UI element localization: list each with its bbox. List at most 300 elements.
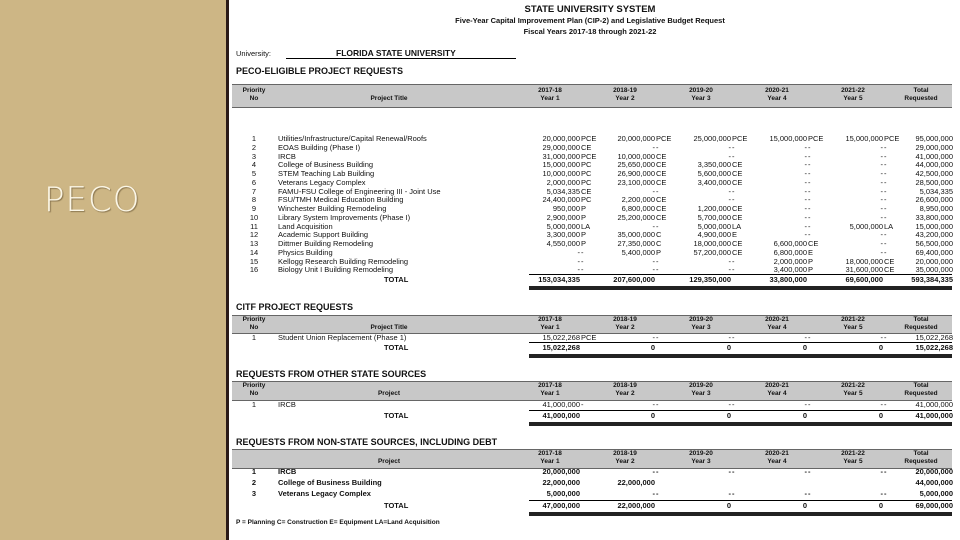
phase-code: CE [656, 195, 667, 205]
total-header: Total [913, 315, 929, 323]
year-total: 0 [650, 410, 655, 420]
year-total: 0 [726, 501, 731, 510]
year-amount: 20,000,000 [542, 467, 580, 476]
total-label: TOTAL [384, 343, 409, 352]
year-amount: - [880, 239, 883, 248]
year-amount: - [652, 186, 655, 196]
priority-number: 12 [249, 230, 259, 240]
year-amount: - [804, 169, 807, 178]
year-amount: 2,200,000 [621, 195, 655, 205]
phase-code: PCE [581, 151, 597, 161]
row-total: 26,600,000 [915, 195, 953, 205]
phase-code: - [656, 256, 659, 266]
phase-code: LA [732, 221, 742, 231]
total-underline-bar [529, 286, 952, 290]
phase-code: C [656, 230, 662, 240]
year-amount: 5,000,000 [849, 221, 883, 231]
fiscal-year-header: 2018-19 [613, 87, 637, 94]
year-amount: - [728, 186, 731, 196]
row-total: 33,800,000 [915, 212, 953, 222]
year-amount: 5,034,335 [546, 186, 580, 196]
phase-code: - [884, 169, 887, 178]
year-amount: - [804, 177, 807, 187]
year-amount: 1,200,000 [697, 204, 731, 213]
phase-code: - [656, 142, 659, 152]
phase-code: - [581, 247, 584, 257]
year-amount: 35,000,000 [617, 230, 655, 240]
fiscal-year-header: 2019-20 [689, 450, 713, 457]
priority-number: 13 [249, 239, 259, 248]
phase-code: CE [808, 239, 819, 248]
table-row [229, 467, 960, 477]
year-amount: 18,000,000 [693, 239, 731, 248]
fiscal-year-header: 2017-18 [538, 450, 562, 457]
phase-code: CE [732, 160, 743, 170]
project-title: College of Business Building [278, 478, 382, 487]
year-amount: - [577, 265, 580, 275]
fiscal-year-header: 2020-21 [765, 382, 789, 389]
fiscal-year-header: 2019-20 [689, 315, 713, 323]
year-amount: - [652, 221, 655, 231]
fiscal-year-header: 2018-19 [613, 315, 637, 323]
project-title: STEM Teaching Lab Building [278, 169, 375, 178]
phase-code: - [808, 400, 811, 409]
row-total: 41,000,000 [915, 151, 953, 161]
row-total: 69,400,000 [915, 247, 953, 257]
phase-code: - [884, 151, 887, 161]
year-number-header: Year 3 [691, 458, 711, 465]
year-amount: 2,900,000 [546, 212, 580, 222]
phase-code: - [884, 177, 887, 187]
year-amount: 2,000,000 [546, 177, 580, 187]
project-title: Academic Support Building [278, 230, 369, 240]
year-amount: 5,700,000 [697, 212, 731, 222]
year-amount: 3,350,000 [697, 160, 731, 170]
table-row [229, 489, 960, 499]
table-row [229, 400, 960, 410]
phase-code: P [581, 230, 587, 240]
phase-code: PCE [581, 134, 597, 143]
fiscal-year-header: 2019-20 [689, 87, 713, 94]
fiscal-year-header: 2020-21 [765, 450, 789, 457]
requested-header: Requested [904, 323, 938, 331]
phase-code: P [581, 204, 587, 213]
priority-number: 3 [251, 151, 257, 161]
year-amount: - [728, 256, 731, 266]
year-amount: - [652, 333, 655, 342]
project-title: IRCB [278, 400, 296, 409]
year-amount: - [652, 142, 655, 152]
section-heading: REQUESTS FROM OTHER STATE SOURCES [236, 369, 427, 379]
project-title: Veterans Legacy Complex [278, 489, 371, 498]
row-total: 20,000,000 [915, 256, 953, 266]
side-panel [0, 0, 226, 540]
phase-code: - [884, 160, 887, 170]
total-header: Total [913, 382, 929, 389]
year-amount: - [804, 489, 807, 498]
phase-code: - [656, 467, 659, 476]
year-total: 33,800,000 [769, 275, 807, 284]
year-amount: 25,200,000 [617, 212, 655, 222]
project-title: EOAS Building (Phase I) [278, 142, 361, 152]
phase-code: CE [581, 142, 592, 152]
year-amount: 57,200,000 [693, 247, 731, 257]
cip-document [229, 0, 960, 540]
year-amount: 5,600,000 [697, 169, 731, 178]
year-number-header: Year 2 [615, 458, 635, 465]
row-total: 8,950,000 [919, 204, 953, 213]
priority-number: 4 [251, 160, 257, 170]
priority-number: 14 [249, 247, 259, 257]
priority-number: 16 [249, 265, 259, 275]
year-amount: - [880, 230, 883, 240]
total-row [229, 275, 960, 285]
priority-number: 1 [251, 134, 257, 143]
row-total: 44,000,000 [915, 478, 953, 487]
project-title: FSU/TMH Medical Education Building [278, 195, 404, 205]
phase-code: CE [656, 204, 667, 213]
phase-code: - [656, 489, 659, 498]
phase-code: PCE [656, 134, 672, 143]
year-amount: - [728, 195, 731, 205]
total-row [229, 411, 960, 421]
phase-code: CE [732, 239, 743, 248]
year-total: 0 [726, 410, 731, 420]
phase-code: PCE [581, 333, 597, 342]
phase-code: - [884, 239, 887, 248]
year-number-header: Year 5 [843, 458, 863, 465]
priority-number: 2 [251, 142, 257, 152]
year-number-header: Year 4 [767, 390, 787, 397]
year-number-header: Year 5 [843, 95, 863, 102]
year-total: 0 [878, 410, 883, 420]
year-number-header: Year 3 [691, 390, 711, 397]
slide-title: PECO [44, 180, 141, 220]
priority-number: 10 [249, 212, 259, 222]
phase-code: PCE [808, 134, 824, 143]
phase-code: PC [581, 177, 592, 187]
project-title-header: Project [377, 390, 401, 397]
project-title: Biology Unit I Building Remodeling [278, 265, 394, 275]
phase-code: LA [884, 221, 894, 231]
phase-code: PC [581, 160, 592, 170]
year-total: 0 [650, 343, 655, 352]
phase-code: - [884, 230, 887, 240]
phase-code: - [808, 333, 811, 342]
row-total: 15,000,000 [915, 221, 953, 231]
phase-code: - [656, 221, 659, 231]
year-number-header: Year 3 [691, 323, 711, 331]
phase-code: - [808, 489, 811, 498]
phase-code: - [656, 333, 659, 342]
phase-code: - [732, 400, 735, 409]
total-underline-bar [529, 512, 952, 516]
table-row [229, 478, 960, 488]
year-amount: - [728, 400, 731, 409]
year-amount: 26,900,000 [617, 169, 655, 178]
year-total: 207,600,000 [613, 275, 655, 284]
year-amount: - [577, 256, 580, 266]
phase-code: - [732, 195, 735, 205]
year-total: 0 [726, 343, 731, 352]
priority-number: 1 [251, 400, 257, 409]
year-amount: 3,400,000 [697, 177, 731, 187]
phase-code: - [732, 151, 735, 161]
year-number-header: Year 2 [615, 95, 635, 102]
phase-code: CE [581, 186, 592, 196]
priority-number: 8 [251, 195, 257, 205]
year-number-header: Year 2 [615, 323, 635, 331]
fiscal-year-header: 2021-22 [841, 315, 865, 323]
phase-code: - [732, 265, 735, 275]
priority-number: 3 [251, 489, 257, 498]
phase-code: CE [656, 177, 667, 187]
year-amount: - [880, 195, 883, 205]
year-number-header: Year 4 [767, 323, 787, 331]
year-amount: 22,000,000 [617, 478, 655, 487]
year-amount: - [804, 333, 807, 342]
year-amount: 3,400,000 [773, 265, 807, 275]
priority-number: 2 [251, 478, 257, 487]
document-subtitle: Five-Year Capital Improvement Plan (CIP-2) and Legislative Budget Request [455, 16, 725, 25]
year-amount: - [804, 204, 807, 213]
phase-code: - [884, 195, 887, 205]
year-amount: - [880, 212, 883, 222]
year-total: 0 [802, 410, 807, 420]
year-amount: - [728, 489, 731, 498]
priority-header: Priority [242, 87, 266, 94]
year-amount: - [804, 186, 807, 196]
year-amount: 4,550,000 [546, 239, 580, 248]
year-amount: 10,000,000 [617, 151, 655, 161]
year-amount: 23,100,000 [617, 177, 655, 187]
phase-code: CE [656, 160, 667, 170]
phase-code: - [808, 186, 811, 196]
project-title: Dittmer Building Remodeling [278, 239, 374, 248]
total-label: TOTAL [384, 275, 409, 284]
row-total: 44,000,000 [915, 160, 953, 170]
year-total: 129,350,000 [689, 275, 731, 284]
year-number-header: Year 1 [540, 458, 560, 465]
year-total: 69,600,000 [845, 275, 883, 284]
priority-number: 15 [249, 256, 259, 266]
phase-code: - [884, 142, 887, 152]
year-amount: 27,350,000 [617, 239, 655, 248]
phase-code: CE [884, 265, 895, 275]
phase-code: CE [732, 247, 743, 257]
fiscal-year-header: 2021-22 [841, 87, 865, 94]
year-amount: - [880, 151, 883, 161]
phase-code: P [581, 239, 587, 248]
year-number-header: Year 1 [540, 323, 560, 331]
phase-code: P [656, 247, 662, 257]
university-value: FLORIDA STATE UNIVERSITY [286, 48, 516, 59]
phase-code: - [884, 400, 887, 409]
priority-header: Priority [242, 315, 266, 323]
fiscal-year-header: 2020-21 [765, 87, 789, 94]
phase-code: E [732, 230, 738, 240]
grand-total: 593,384,335 [911, 275, 953, 284]
row-total: 42,500,000 [915, 169, 953, 178]
project-title-header: Project [377, 458, 401, 465]
project-title-header: Project Title [370, 323, 408, 331]
project-title: College of Business Building [278, 160, 374, 170]
priority-number: 6 [251, 177, 257, 187]
year-amount: - [652, 256, 655, 266]
phase-code: PCE [884, 134, 900, 143]
phase-code: E [808, 247, 814, 257]
year-amount: 31,600,000 [845, 265, 883, 275]
phase-code: CE [656, 212, 667, 222]
year-amount: - [880, 400, 883, 409]
year-total: 41,000,000 [542, 410, 580, 420]
section-heading: REQUESTS FROM NON-STATE SOURCES, INCLUDING DEBT [236, 437, 498, 447]
requested-header: Requested [904, 95, 938, 102]
year-amount: - [728, 333, 731, 342]
priority-number: 7 [251, 186, 257, 196]
year-amount: - [880, 186, 883, 196]
grand-total: 41,000,000 [915, 410, 953, 420]
phase-code: PC [581, 169, 592, 178]
year-amount: 20,000,000 [542, 134, 580, 143]
phase-code: P [581, 212, 587, 222]
total-header: Total [913, 450, 929, 457]
year-number-header: Year 4 [767, 95, 787, 102]
row-total: 5,034,335 [919, 186, 953, 196]
year-amount: 18,000,000 [845, 256, 883, 266]
grand-total: 15,022,268 [915, 343, 953, 352]
phase-code: - [581, 265, 584, 275]
row-total: 95,000,000 [915, 134, 953, 143]
phase-code: - [808, 169, 811, 178]
phase-code: - [656, 265, 659, 275]
year-total: 0 [802, 343, 807, 352]
year-amount: - [652, 489, 655, 498]
year-amount: 4,900,000 [697, 230, 731, 240]
year-amount: 6,800,000 [621, 204, 655, 213]
year-amount: 5,000,000 [697, 221, 731, 231]
project-title: Utilities/Infrastructure/Capital Renewal/Roofs [278, 134, 427, 143]
total-header: Total [913, 87, 929, 94]
phase-code: - [808, 142, 811, 152]
phase-code: - [656, 186, 659, 196]
year-amount: - [880, 142, 883, 152]
fiscal-year-header: 2017-18 [538, 382, 562, 389]
year-amount: - [880, 247, 883, 257]
phase-code: CE [656, 169, 667, 178]
fiscal-year-header: 2017-18 [538, 87, 562, 94]
year-number-header: Year 1 [540, 95, 560, 102]
year-amount: - [880, 489, 883, 498]
phase-code: PC [581, 195, 592, 205]
row-total: 29,000,000 [915, 142, 953, 152]
year-amount: - [652, 265, 655, 275]
row-total: 5,000,000 [919, 489, 953, 498]
no-header: No [249, 323, 259, 331]
section-heading: PECO-ELIGIBLE PROJECT REQUESTS [236, 66, 404, 76]
total-row [229, 501, 960, 511]
requested-header: Requested [904, 458, 938, 465]
phase-code: - [808, 151, 811, 161]
fiscal-year-header: 2020-21 [765, 315, 789, 323]
total-label: TOTAL [384, 410, 409, 420]
project-title: Kellogg Research Building Remodeling [278, 256, 409, 266]
year-amount: 2,000,000 [773, 256, 807, 266]
section-heading: CITF PROJECT REQUESTS [236, 302, 354, 312]
year-amount: 24,400,000 [542, 195, 580, 205]
year-amount: - [880, 177, 883, 187]
year-amount: - [804, 400, 807, 409]
year-amount: 5,000,000 [546, 221, 580, 231]
year-total: 15,022,268 [542, 343, 580, 352]
year-number-header: Year 5 [843, 390, 863, 397]
year-amount: - [804, 221, 807, 231]
phase-code: - [732, 333, 735, 342]
phase-code: P [808, 256, 814, 266]
phase-code: - [808, 212, 811, 222]
year-amount: - [880, 204, 883, 213]
requested-header: Requested [904, 390, 938, 397]
year-number-header: Year 2 [615, 390, 635, 397]
year-amount: - [652, 400, 655, 409]
phase-code: - [884, 212, 887, 222]
year-amount: 15,022,268 [542, 333, 580, 342]
phase-code: - [732, 467, 735, 476]
year-amount: - [880, 467, 883, 476]
phase-code: - [732, 256, 735, 266]
year-amount: - [804, 142, 807, 152]
year-amount: 25,000,000 [693, 134, 731, 143]
phase-code: CE [732, 212, 743, 222]
project-title: Veterans Legacy Complex [278, 177, 366, 187]
project-title: Physics Building [278, 247, 333, 257]
year-amount: 15,000,000 [845, 134, 883, 143]
fiscal-year-header: 2018-19 [613, 450, 637, 457]
phase-code: - [656, 400, 659, 409]
phase-code: - [581, 400, 584, 409]
fiscal-year-header: 2019-20 [689, 382, 713, 389]
year-total: 153,034,335 [538, 275, 580, 284]
fiscal-year-header: 2021-22 [841, 450, 865, 457]
year-total: 22,000,000 [617, 501, 655, 510]
year-amount: 6,800,000 [773, 247, 807, 257]
year-amount: - [728, 151, 731, 161]
legend: P = Planning C= Construction E= Equipment LA=Land Acquisition [236, 519, 440, 526]
year-amount: - [804, 230, 807, 240]
year-amount: 3,300,000 [546, 230, 580, 240]
row-total: 20,000,000 [915, 467, 953, 476]
phase-code: - [808, 467, 811, 476]
year-number-header: Year 3 [691, 95, 711, 102]
year-amount: 5,000,000 [546, 489, 580, 498]
row-total: 43,200,000 [915, 230, 953, 240]
phase-code: CE [732, 177, 743, 187]
project-title: Winchester Building Remodeling [278, 204, 387, 213]
fiscal-year-header: 2018-19 [613, 382, 637, 389]
year-amount: 29,000,000 [542, 142, 580, 152]
year-amount: - [804, 151, 807, 161]
document-title: STATE UNIVERSITY SYSTEM [524, 4, 656, 15]
row-total: 35,000,000 [915, 265, 953, 275]
year-number-header: Year 4 [767, 458, 787, 465]
year-amount: 20,000,000 [617, 134, 655, 143]
priority-number: 1 [251, 333, 257, 342]
total-underline-bar [529, 422, 952, 426]
row-total: 41,000,000 [915, 400, 953, 409]
year-amount: - [728, 467, 731, 476]
year-amount: 6,600,000 [773, 239, 807, 248]
year-amount: - [804, 195, 807, 205]
